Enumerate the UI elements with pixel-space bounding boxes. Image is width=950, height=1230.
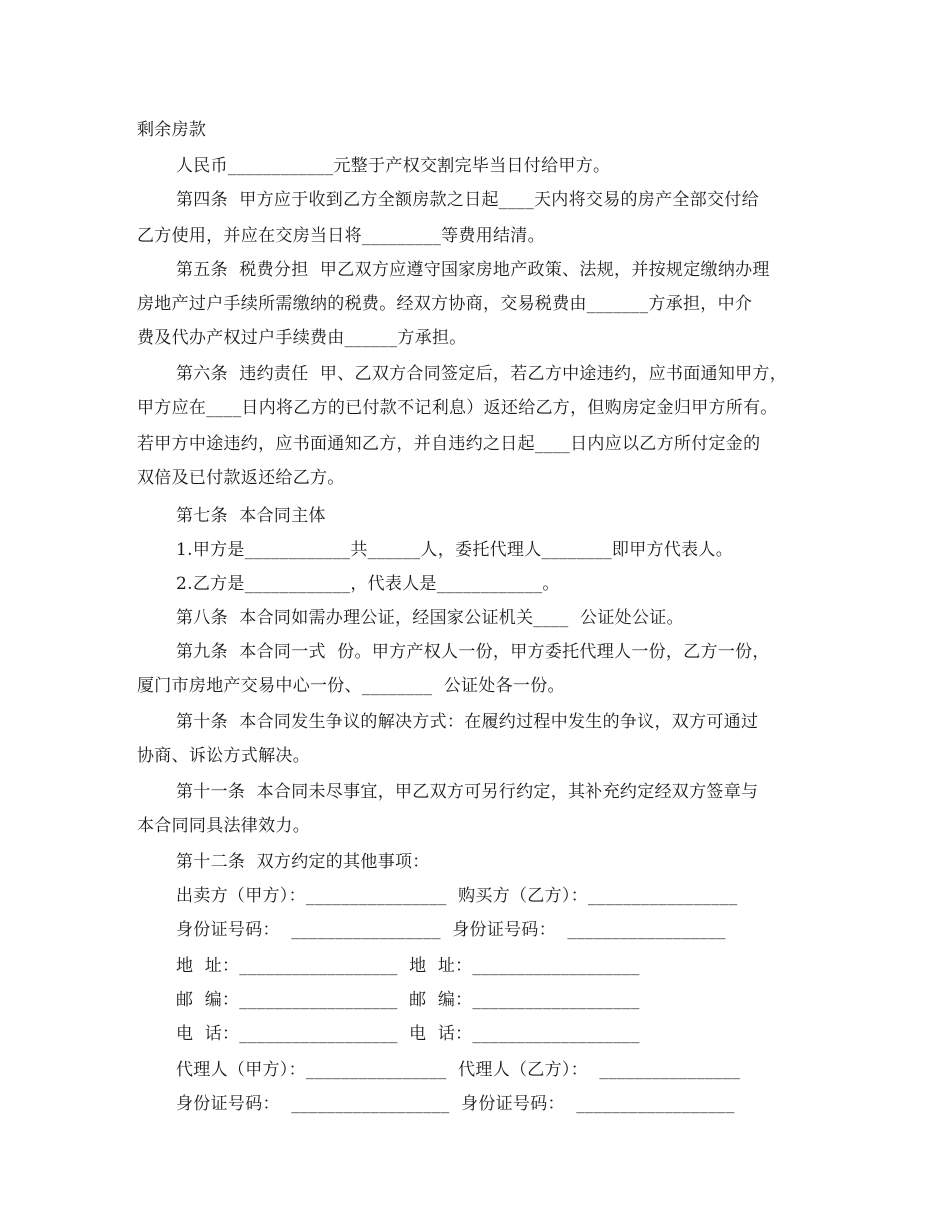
- text-line: 第四条 甲方应于收到乙方全额房款之日起____天内将交易的房产全部交付给: [176, 190, 759, 210]
- text-line: 厦门市房地产交易中心一份、________ 公证处各一份。: [137, 676, 565, 696]
- text-line: 本合同同具法律效力。: [137, 816, 310, 836]
- signature-row-postcode: 邮 编：__________________ 邮 编：___________________: [176, 990, 640, 1010]
- text-line: 双倍及已付款返还给乙方。: [137, 468, 345, 488]
- section-heading: 第十二条 双方约定的其他事项：: [176, 852, 430, 872]
- text-line: 人民币____________元整于产权交割完毕当日付给甲方。: [176, 156, 611, 176]
- text-line: 第八条 本合同如需办理公证，经国家公证机关____ 公证处公证。: [176, 608, 684, 628]
- text-line: 若甲方中途违约，应书面通知乙方，并自违约之日起____日内应以乙方所付定金的: [137, 434, 761, 454]
- text-line: 剩余房款: [137, 120, 207, 140]
- text-line: 第五条 税费分担 甲乙双方应遵守国家房地产政策、法规，并按规定缴纳办理: [176, 260, 770, 280]
- text-line: 房地产过户手续所需缴纳的税费。经双方协商，交易税费由_______方承担，中介: [137, 294, 753, 314]
- signature-row-address: 地 址：__________________ 地 址：___________________: [176, 956, 640, 976]
- text-line: 费及代办产权过户手续费由______方承担。: [137, 328, 467, 348]
- section-heading: 第七条 本合同主体: [176, 506, 326, 526]
- text-line: 乙方使用，并应在交房当日将_________等费用结清。: [137, 226, 545, 246]
- text-line: 2.乙方是____________，代表人是____________。: [176, 574, 560, 594]
- text-line: 第六条 违约责任 甲、乙双方合同签定后，若乙方中途违约，应书面通知甲方，: [176, 364, 788, 384]
- text-line: 甲方应在____日内将乙方的已付款不记利息）返还给乙方，但购房定金归甲方所有。: [137, 398, 778, 418]
- text-line: 第九条 本合同一式 份。甲方产权人一份，甲方委托代理人一份，乙方一份，: [176, 642, 770, 662]
- signature-row-seller-buyer: 出卖方（甲方）：________________ 购买方（乙方）：_________________: [176, 886, 738, 906]
- signature-row-agent-id: 身份证号码： __________________ 身份证号码： __________________: [176, 1094, 735, 1114]
- text-line: 协商、诉讼方式解决。: [137, 746, 310, 766]
- text-line: 1.甲方是____________共______人，委托代理人________即甲方代表人。: [176, 540, 734, 560]
- signature-row-phone: 电 话：__________________ 电 话：___________________: [176, 1024, 640, 1044]
- text-line: 第十条 本合同发生争议的解决方式：在履约过程中发生的争议，双方可通过: [176, 712, 759, 732]
- signature-row-id-number: 身份证号码： _________________ 身份证号码： __________________: [176, 920, 726, 940]
- signature-row-agent: 代理人（甲方）：________________ 代理人（乙方）： ________________: [176, 1060, 741, 1080]
- text-line: 第十一条 本合同未尽事宜，甲乙双方可另行约定，其补充约定经双方签章与: [176, 782, 759, 802]
